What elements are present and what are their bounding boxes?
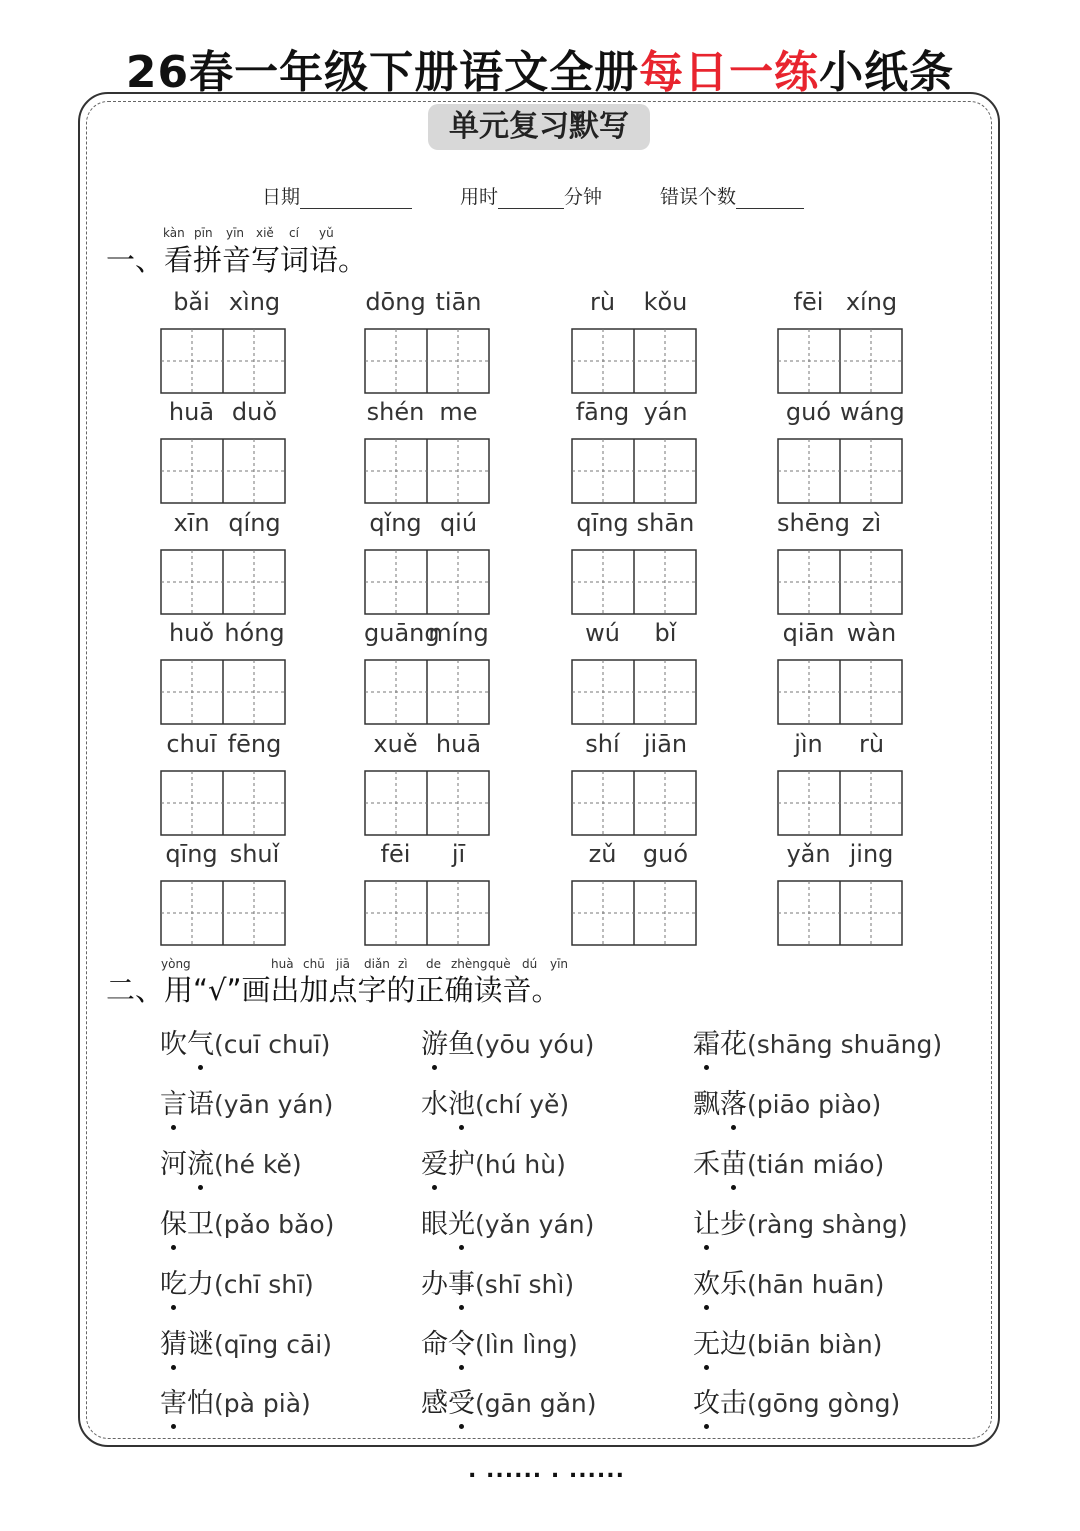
errors-field[interactable] [660, 182, 804, 209]
choice-options[interactable]: (piāo piào) [747, 1090, 882, 1119]
reading-choice-item[interactable] [421, 1082, 569, 1121]
emphasis-dot [704, 1065, 709, 1070]
writing-grid[interactable] [571, 770, 697, 836]
writing-grid[interactable] [160, 659, 286, 725]
pinyin-syllable: shēng [777, 509, 850, 537]
pinyin-label [160, 509, 286, 543]
date-label: 日期 [262, 186, 301, 208]
writing-grid[interactable] [364, 438, 490, 504]
choice-options[interactable]: (yǎn yán) [475, 1210, 595, 1239]
choice-word: 攻击 [693, 1388, 747, 1419]
writing-grid[interactable] [777, 880, 903, 946]
reading-choice-item[interactable] [693, 1381, 900, 1420]
choice-word: 感受 [421, 1388, 475, 1419]
pinyin-syllable: shuǐ [229, 840, 280, 868]
writing-grid[interactable] [777, 549, 903, 615]
reading-choice-item[interactable] [421, 1022, 594, 1061]
heading-pinyin: yīn [550, 957, 569, 971]
heading-pinyin: dú [522, 957, 538, 971]
pinyin-label [364, 398, 490, 432]
reading-choice-item[interactable] [160, 1082, 333, 1121]
pinyin-syllable: xìng [228, 288, 281, 316]
choice-word: 吹气 [160, 1029, 214, 1060]
writing-grid[interactable] [160, 549, 286, 615]
section1-heading: 一、看拼音写词语。 [106, 243, 368, 277]
heading-pinyin: chū [303, 957, 325, 971]
pinyin-label [571, 509, 697, 543]
choice-word: 言语 [160, 1089, 214, 1120]
pinyin-syllable: xíng [845, 288, 898, 316]
choice-word: 爱护 [421, 1149, 475, 1180]
writing-grid[interactable] [777, 659, 903, 725]
pinyin-label [364, 288, 490, 322]
pinyin-syllable: me [439, 398, 478, 426]
emphasis-dot [198, 1065, 203, 1070]
emphasis-dot [704, 1424, 709, 1429]
emphasis-dot [731, 1125, 736, 1130]
pinyin-syllable: huā [435, 730, 482, 758]
choice-options[interactable]: (biān biàn) [747, 1330, 883, 1359]
choice-options[interactable]: (yān yán) [214, 1090, 334, 1119]
pinyin-syllable: huā [168, 398, 215, 426]
writing-grid[interactable] [364, 328, 490, 394]
pinyin-label [777, 619, 903, 653]
choice-options[interactable]: (hān huān) [747, 1270, 885, 1299]
heading-pinyin: de [426, 957, 441, 971]
date-field[interactable] [262, 182, 412, 209]
pinyin-syllable: jī [451, 840, 466, 868]
pinyin-syllable: fēi [380, 840, 411, 868]
pinyin-syllable: hóng [224, 619, 285, 647]
choice-word: 欢乐 [693, 1269, 747, 1300]
emphasis-dot [459, 1424, 464, 1429]
pinyin-label [777, 509, 903, 543]
choice-word: 无边 [693, 1329, 747, 1360]
emphasis-dot [459, 1125, 464, 1130]
choice-options[interactable]: (hé kě) [214, 1150, 302, 1179]
choice-word: 吃力 [160, 1269, 214, 1300]
heading-pinyin: kàn [163, 226, 185, 240]
choice-word: 眼光 [421, 1209, 475, 1240]
errors-blank[interactable] [736, 186, 804, 209]
title-part-3: 小纸条 [819, 47, 955, 98]
emphasis-dot [171, 1245, 176, 1250]
emphasis-dot [459, 1305, 464, 1310]
pinyin-label [364, 619, 490, 653]
pinyin-syllable: wáng [840, 398, 905, 426]
choice-options[interactable]: (hú hù) [475, 1150, 566, 1179]
reading-choice-item[interactable] [421, 1262, 574, 1301]
writing-grid[interactable] [364, 880, 490, 946]
pinyin-syllable: fēng [227, 730, 282, 758]
pinyin-syllable: jiān [643, 730, 688, 758]
reading-choice-item[interactable] [693, 1262, 884, 1301]
pinyin-syllable: qiān [782, 619, 835, 647]
page-title [0, 36, 1080, 100]
emphasis-dot [171, 1125, 176, 1130]
pinyin-syllable: kǒu [643, 288, 688, 316]
heading-pinyin: yǔ [319, 226, 334, 240]
heading-pinyin: huà [271, 957, 294, 971]
pinyin-syllable: shén [366, 398, 425, 426]
choice-word: 霜花 [693, 1029, 747, 1060]
heading-pinyin: zhèng [451, 957, 488, 971]
time-field[interactable] [460, 182, 602, 209]
section2-heading: 二、用“√”画出加点字的正确读音。 [106, 973, 561, 1007]
heading-pinyin: yòng [161, 957, 191, 971]
reading-choice-item[interactable] [421, 1381, 597, 1420]
writing-grid[interactable] [777, 328, 903, 394]
pinyin-syllable: yán [643, 398, 688, 426]
heading-pinyin: pīn [194, 226, 213, 240]
pinyin-label [364, 730, 490, 764]
choice-word: 办事 [421, 1269, 475, 1300]
pinyin-syllable: zǔ [588, 840, 617, 868]
writing-grid[interactable] [364, 549, 490, 615]
emphasis-dot [731, 1185, 736, 1190]
minute-label: 分钟 [564, 186, 603, 208]
choice-word: 禾苗 [693, 1149, 747, 1180]
emphasis-dot [198, 1185, 203, 1190]
writing-grid[interactable] [777, 438, 903, 504]
writing-grid[interactable] [571, 659, 697, 725]
choice-options[interactable]: (lìn lìng) [475, 1330, 578, 1359]
pinyin-label [777, 398, 903, 432]
writing-grid[interactable] [571, 328, 697, 394]
reading-choice-item[interactable] [421, 1142, 566, 1181]
reading-choice-item[interactable] [160, 1262, 314, 1301]
pinyin-syllable: fēi [793, 288, 824, 316]
writing-grid[interactable] [160, 770, 286, 836]
emphasis-dot [704, 1305, 709, 1310]
pinyin-syllable: qíng [228, 509, 281, 537]
reading-choice-item[interactable] [693, 1202, 908, 1241]
pinyin-label [777, 288, 903, 322]
pinyin-syllable: qīng [165, 840, 218, 868]
reading-choice-item[interactable] [160, 1142, 302, 1181]
choice-word: 水池 [421, 1089, 475, 1120]
pinyin-label [571, 398, 697, 432]
pinyin-label [160, 730, 286, 764]
pinyin-syllable: jìn [794, 730, 823, 758]
pinyin-label [160, 840, 286, 874]
choice-word: 让步 [693, 1209, 747, 1240]
title-part-1: 26春一年级下册语文全册 [125, 47, 640, 98]
choice-word: 保卫 [160, 1209, 214, 1240]
emphasis-dot [432, 1065, 437, 1070]
writing-grid[interactable] [160, 328, 286, 394]
choice-options[interactable]: (qīng cāi) [214, 1330, 332, 1359]
emphasis-dot [704, 1245, 709, 1250]
choice-options[interactable]: (gān gǎn) [475, 1389, 597, 1418]
pinyin-syllable: míng [428, 619, 489, 647]
emphasis-dot [171, 1424, 176, 1429]
choice-options[interactable]: (tián miáo) [747, 1150, 885, 1179]
reading-choice-item[interactable] [160, 1381, 311, 1420]
pinyin-label [364, 509, 490, 543]
emphasis-dot [171, 1365, 176, 1370]
pinyin-label [160, 398, 286, 432]
pinyin-syllable: duǒ [231, 398, 278, 426]
pinyin-syllable: guāng [364, 619, 440, 647]
pinyin-syllable: qǐng [369, 509, 422, 537]
pinyin-label [160, 619, 286, 653]
choice-word: 游鱼 [421, 1029, 475, 1060]
choice-word: 命令 [421, 1329, 475, 1360]
emphasis-dot [432, 1185, 437, 1190]
choice-options[interactable]: (pǎo bǎo) [214, 1210, 335, 1239]
choice-options[interactable]: (shāng shuāng) [747, 1030, 943, 1059]
choice-options[interactable]: (gōng gòng) [747, 1389, 901, 1418]
heading-pinyin: zì [398, 957, 408, 971]
heading-pinyin: jiā [336, 957, 351, 971]
pinyin-syllable: jing [849, 840, 894, 868]
writing-grid[interactable] [777, 770, 903, 836]
pinyin-syllable: rù [589, 288, 616, 316]
pinyin-syllable: tiān [435, 288, 482, 316]
emphasis-dot [171, 1305, 176, 1310]
reading-choice-item[interactable] [160, 1022, 330, 1061]
reading-choice-item[interactable] [421, 1322, 578, 1361]
writing-grid[interactable] [160, 880, 286, 946]
reading-choice-item[interactable] [693, 1142, 884, 1181]
pinyin-syllable: guó [642, 840, 689, 868]
pinyin-label [571, 840, 697, 874]
pinyin-syllable: fāng [575, 398, 630, 426]
pinyin-syllable: chuī [166, 730, 217, 758]
pinyin-syllable: bǐ [654, 619, 677, 647]
pinyin-label [160, 288, 286, 322]
writing-grid[interactable] [364, 659, 490, 725]
writing-grid[interactable] [571, 549, 697, 615]
choice-word: 猜谜 [160, 1329, 214, 1360]
reading-choice-item[interactable] [160, 1322, 332, 1361]
choice-options[interactable]: (cuī chuī) [214, 1030, 331, 1059]
heading-pinyin: xiě [256, 226, 274, 240]
heading-pinyin: què [488, 957, 511, 971]
reading-choice-item[interactable] [160, 1202, 334, 1241]
emphasis-dot [459, 1245, 464, 1250]
pinyin-syllable: rù [858, 730, 885, 758]
pinyin-label [571, 288, 697, 322]
emphasis-dot [459, 1365, 464, 1370]
pinyin-syllable: dōng [365, 288, 426, 316]
reading-choice-item[interactable] [693, 1082, 881, 1121]
writing-grid[interactable] [571, 880, 697, 946]
choice-word: 河流 [160, 1149, 214, 1180]
pinyin-syllable: huǒ [168, 619, 215, 647]
writing-grid[interactable] [571, 438, 697, 504]
pinyin-syllable: qiú [439, 509, 478, 537]
footer-dots: . ...... . ...... [468, 1458, 625, 1483]
choice-word: 害怕 [160, 1388, 214, 1419]
writing-grid[interactable] [160, 438, 286, 504]
choice-word: 飘落 [693, 1089, 747, 1120]
heading-pinyin: yīn [226, 226, 245, 240]
reading-choice-item[interactable] [693, 1022, 942, 1061]
pinyin-syllable: shān [636, 509, 695, 537]
pinyin-label [571, 730, 697, 764]
pinyin-syllable: bǎi [173, 288, 210, 316]
pinyin-syllable: guó [785, 398, 832, 426]
choice-options[interactable]: (shī shì) [475, 1270, 575, 1299]
date-blank[interactable] [300, 186, 412, 209]
writing-grid[interactable] [364, 770, 490, 836]
pinyin-syllable: yǎn [786, 840, 831, 868]
reading-choice-item[interactable] [693, 1322, 882, 1361]
choice-options[interactable]: (pà pià) [214, 1389, 311, 1418]
reading-choice-item[interactable] [421, 1202, 594, 1241]
time-blank[interactable] [498, 186, 564, 209]
emphasis-dot [704, 1365, 709, 1370]
heading-pinyin: diǎn [364, 957, 390, 971]
pinyin-syllable: xuě [373, 730, 418, 758]
pinyin-syllable: zì [861, 509, 882, 537]
time-label: 用时 [460, 186, 499, 208]
pinyin-syllable: shí [585, 730, 620, 758]
pinyin-label [777, 840, 903, 874]
pinyin-syllable: wú [585, 619, 620, 647]
choice-options[interactable]: (chí yě) [475, 1090, 570, 1119]
pinyin-label [777, 730, 903, 764]
pinyin-syllable: qīng [576, 509, 629, 537]
choice-options[interactable]: (chī shī) [214, 1270, 314, 1299]
unit-label: 单元复习默写 [428, 104, 650, 150]
choice-options[interactable]: (yōu yóu) [475, 1030, 595, 1059]
title-highlight: 每日一练 [639, 47, 820, 98]
choice-options[interactable]: (ràng shàng) [747, 1210, 908, 1239]
pinyin-syllable: wàn [846, 619, 897, 647]
errors-label: 错误个数 [660, 186, 737, 208]
pinyin-label [571, 619, 697, 653]
pinyin-label [364, 840, 490, 874]
heading-pinyin: cí [289, 226, 299, 240]
pinyin-syllable: xīn [173, 509, 210, 537]
